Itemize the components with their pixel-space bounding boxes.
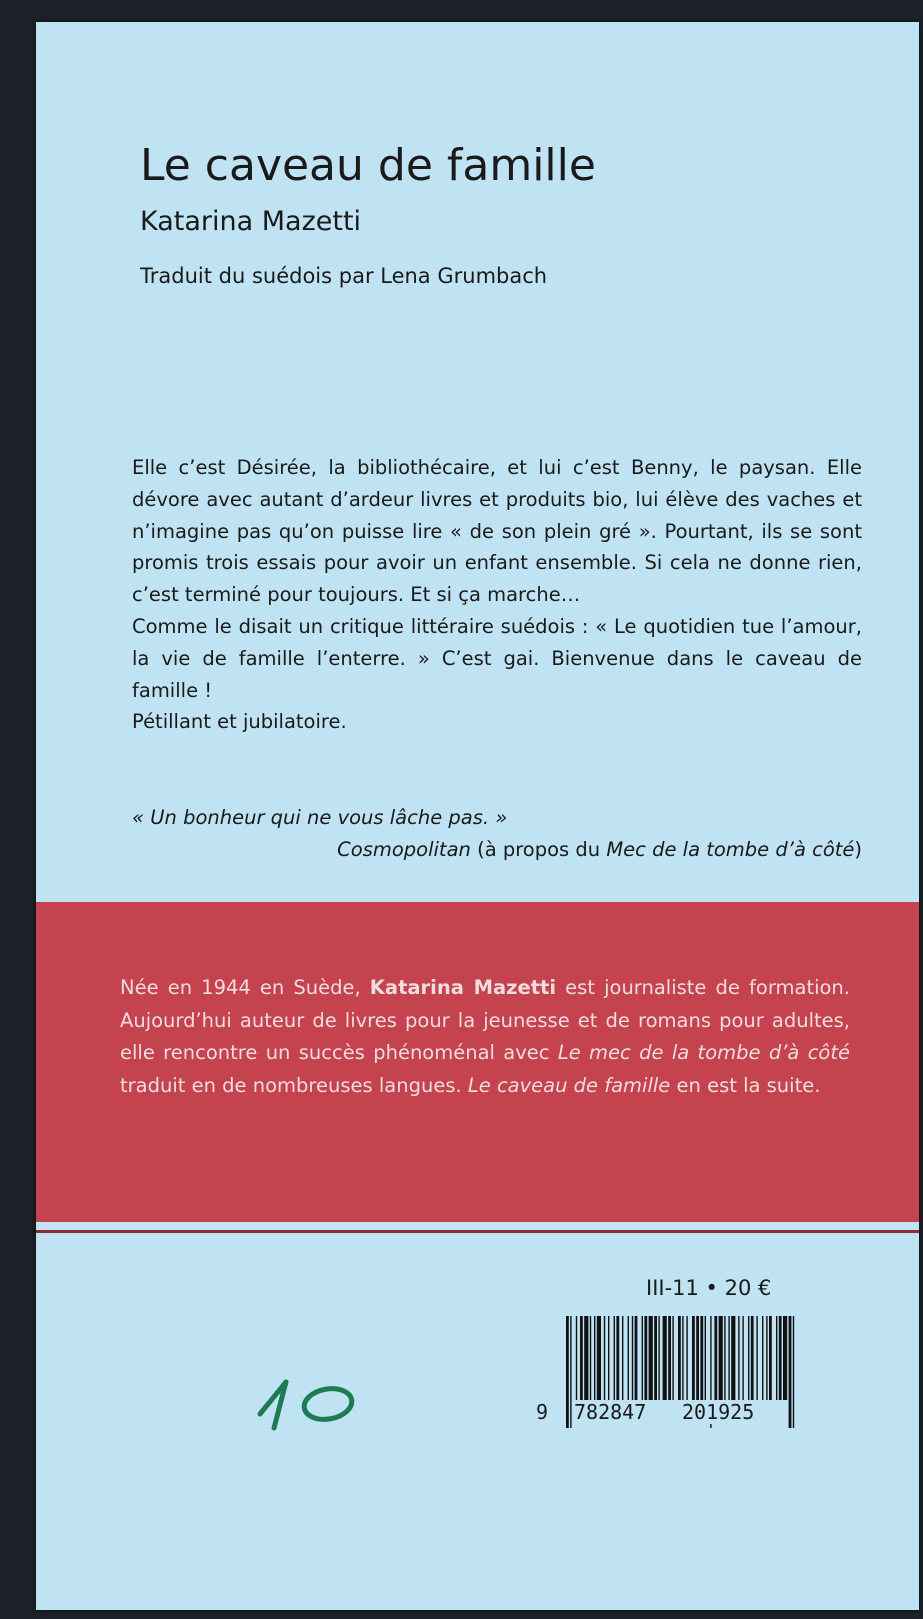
barcode-bar <box>700 1316 703 1400</box>
barcode-bar <box>644 1316 647 1400</box>
barcode-bar <box>642 1316 643 1400</box>
barcode-bar <box>616 1316 619 1400</box>
barcode-bar <box>566 1316 569 1428</box>
barcode-bar <box>742 1316 743 1400</box>
synopsis-paragraph: Comme le disait un critique littéraire suédois : « Le quotidien tue l’amour, la vie de famille l’enterre. » C’est gai. Bienvenue dans le caveau de famille ! <box>132 614 862 702</box>
handwritten-note <box>246 1362 366 1442</box>
bio-book-title: Le caveau de famille <box>467 1073 671 1097</box>
translator-credit: Traduit du suédois par Lena Grumbach <box>140 264 548 288</box>
isbn-digits-left: 782847 <box>574 1400 647 1424</box>
barcode-bar <box>668 1316 671 1400</box>
bio-text: traduit en de nombreuses langues. <box>120 1073 468 1097</box>
barcode-bar <box>779 1316 782 1400</box>
author-bio <box>120 972 850 1102</box>
barcode-bar <box>705 1316 706 1400</box>
quote-source-book: Mec de la tombe d’à côté <box>606 838 855 861</box>
quote-text: « Un bonheur qui ne vous lâche pas. » <box>132 806 508 829</box>
barcode-bar <box>714 1316 717 1400</box>
barcode-bar <box>678 1316 681 1400</box>
barcode-bar <box>692 1316 695 1400</box>
barcode-bar <box>748 1316 749 1400</box>
barcode-bar <box>776 1316 777 1400</box>
barcode-bar <box>590 1316 591 1400</box>
barcode-bar <box>731 1316 735 1400</box>
barcode-bar <box>580 1316 583 1400</box>
barcode-bar <box>597 1316 601 1400</box>
barcode-bar <box>696 1316 699 1400</box>
barcode-bar <box>724 1316 725 1400</box>
barcode-bar <box>682 1316 683 1400</box>
barcode-bar <box>762 1316 763 1400</box>
bio-text: en est la suite. <box>670 1073 821 1097</box>
barcode-bar <box>654 1316 657 1400</box>
barcode-bar <box>663 1316 667 1400</box>
isbn-digits-right: 201925 <box>682 1400 755 1424</box>
barcode-bar <box>576 1316 577 1400</box>
barcode-bar <box>608 1316 609 1400</box>
barcode-bar <box>649 1316 653 1400</box>
barcode-bar <box>766 1316 767 1400</box>
barcode-bar <box>635 1316 638 1400</box>
barcode-bar <box>604 1316 605 1400</box>
bio-book-title: Le mec de la tombe d’à côté <box>557 1041 850 1064</box>
barcode-bar <box>793 1316 794 1428</box>
barcode-bar <box>672 1316 673 1400</box>
price-label: III-11 • 20 € <box>646 1276 772 1300</box>
barcode-bar <box>783 1316 787 1400</box>
barcode-bar <box>658 1316 659 1400</box>
bio-text: est journaliste de formation. Aujourd’hui auteur de livres pour la jeunesse et de romans pour adultes, elle rencontre un succès phénoménal avec <box>120 976 850 1064</box>
quote-source <box>132 834 862 866</box>
synopsis-paragraph: Elle c’est Désirée, la bibliothécaire, et lui c’est Benny, le paysan. Elle dévore avec autant d’ardeur livres et produits bio, lui élève des vaches et n’imagine pas qu’on puisse lire « de son plein gré ». Pourtant, ils se sont promis trois essais pour avoir un enfant ensemble. Si cela ne donne rien, c’est terminé pour toujours. Et si ça marche… <box>132 456 862 607</box>
barcode-bar <box>789 1316 792 1428</box>
barcode-bar <box>628 1316 629 1400</box>
book-back-cover <box>36 22 919 1610</box>
handwritten-number <box>246 1362 366 1442</box>
barcode-bar <box>719 1316 723 1400</box>
synopsis <box>132 452 862 738</box>
quote-source-name: Cosmopolitan <box>337 838 471 861</box>
bio-author-name: Katarina Mazetti <box>369 976 557 999</box>
barcode-bar <box>756 1316 757 1400</box>
synopsis-paragraph: Pétillant et jubilatoire. <box>132 710 347 734</box>
quote-source-post: ) <box>854 838 862 861</box>
quote-source-pre: (à propos du <box>470 838 607 861</box>
book-author: Katarina Mazetti <box>140 206 362 237</box>
barcode-bar <box>769 1316 772 1400</box>
barcode-bar <box>738 1316 739 1400</box>
barcode-bar <box>728 1316 729 1400</box>
barcode-bar <box>686 1316 687 1400</box>
barcode-bar <box>594 1316 595 1400</box>
barcode-bar <box>584 1316 588 1400</box>
band-divider-line <box>36 1230 919 1233</box>
book-title: Le caveau de famille <box>140 140 596 191</box>
press-quote <box>132 802 862 866</box>
bio-text: Née en 1944 en Suède, <box>120 976 370 999</box>
barcode-bar <box>622 1316 623 1400</box>
barcode-bar <box>614 1316 615 1400</box>
barcode-bar <box>632 1316 633 1400</box>
barcode-bar <box>751 1316 754 1400</box>
isbn-lead-digit: 9 <box>536 1400 549 1424</box>
